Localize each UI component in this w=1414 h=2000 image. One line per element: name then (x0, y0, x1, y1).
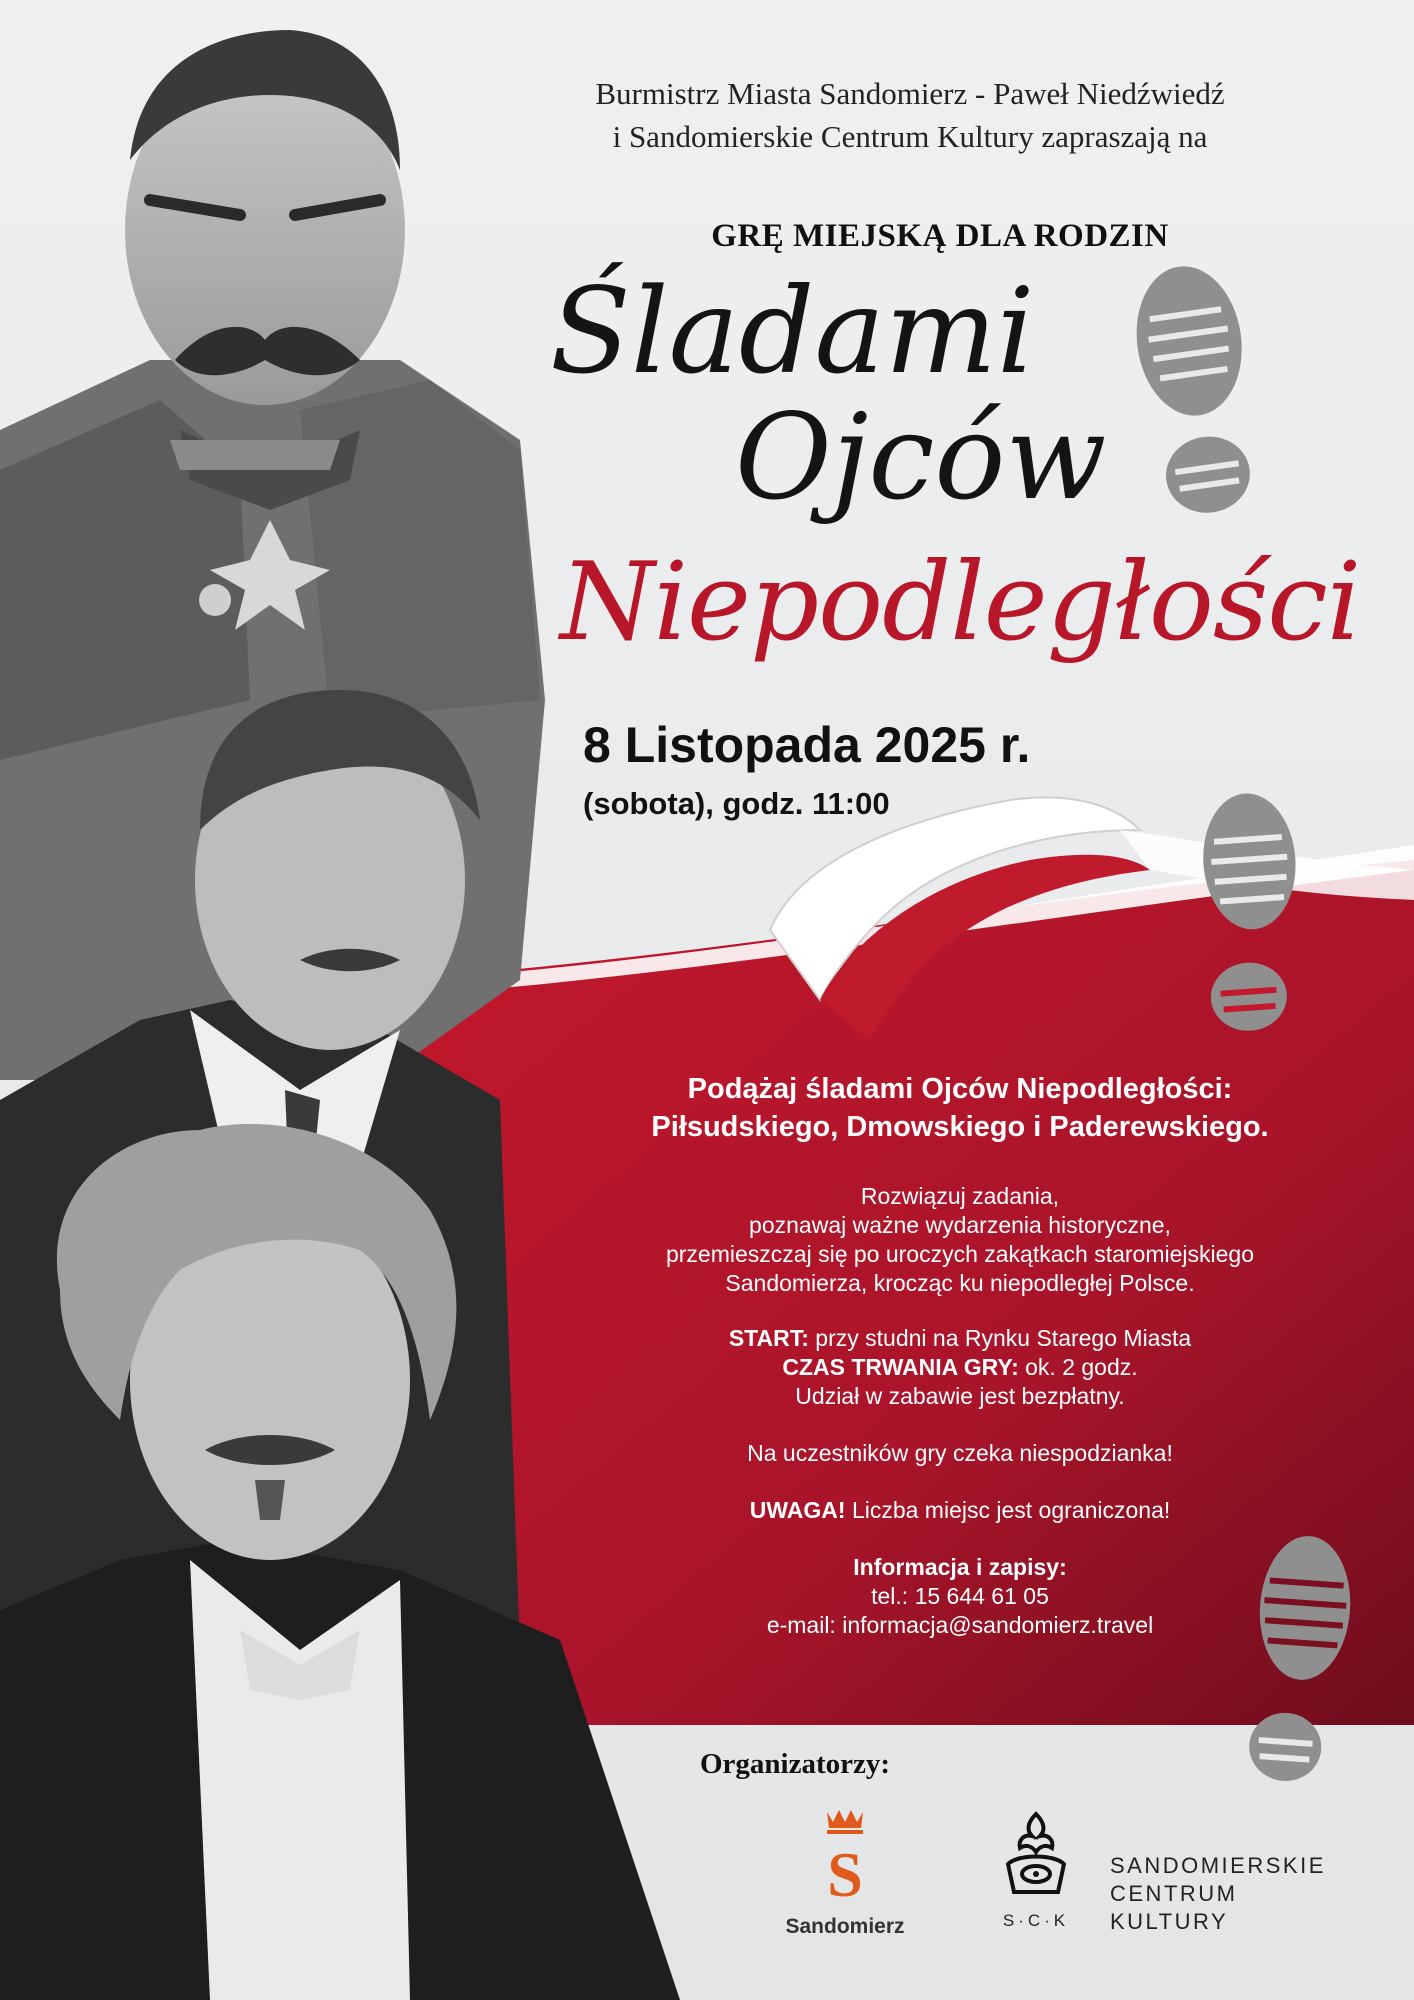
tasks-line-4: Sandomierza, krocząc ku niepodległej Polsce. (725, 1270, 1195, 1296)
subtitle: GRĘ MIEJSKĄ DLA RODZIN (711, 218, 1169, 254)
warning-value: Liczba miejsc jest ograniczona! (851, 1497, 1171, 1523)
lead-line-2: Piłsudskiego, Dmowskiego i Paderewskiego. (651, 1111, 1269, 1143)
duration-line (520, 1353, 1400, 1382)
sck-wordmark-line-1: SANDOMIERSKIE (1110, 1853, 1326, 1878)
organizers-label: Organizatorzy: (700, 1748, 891, 1780)
duration-label: CZAS TRWANIA GRY: (782, 1354, 1019, 1380)
tasks-paragraph (520, 1182, 1400, 1298)
start-label: START: (728, 1325, 809, 1351)
start-value: przy studni na Rynku Starego Miasta (815, 1325, 1192, 1351)
sandomierz-crest-icon (817, 1808, 873, 1909)
tasks-line-1: Rozwiązuj zadania, (860, 1183, 1060, 1209)
logo1-letter: S (827, 1839, 863, 1904)
sck-wordmark-line-2: CENTRUM (1110, 1881, 1238, 1906)
sandomierz-logo-label: Sandomierz (785, 1915, 905, 1938)
lead-text (520, 1070, 1400, 1146)
tasks-line-2: poznawaj ważne wydarzenia historyczne, (749, 1212, 1171, 1238)
warning-label: UWAGA! (749, 1497, 846, 1523)
email-address[interactable]: e-mail: informacja@sandomierz.travel (766, 1612, 1154, 1638)
logistics-paragraph (520, 1324, 1400, 1411)
surprise-text: Na uczestników gry czeka niespodzianka! (747, 1440, 1173, 1466)
sck-wordmark-line-3: KULTURY (1110, 1909, 1229, 1934)
free-entry: Udział w zabawie jest bezpłatny. (795, 1383, 1125, 1409)
sck-emblem-icon (996, 1808, 1076, 1904)
start-line (520, 1324, 1400, 1353)
duration-value: ok. 2 godz. (1025, 1354, 1138, 1380)
lead-line-1: Podążaj śladami Ojców Niepodległości: (687, 1073, 1233, 1105)
contact-block (520, 1553, 1400, 1640)
warning-line (520, 1496, 1400, 1525)
invitation-line-1: Burmistrz Miasta Sandomierz - Paweł Niedźwiedź (595, 76, 1225, 111)
event-date: 8 Listopada 2025 r. (583, 717, 1031, 773)
sck-wordmark (1110, 1852, 1326, 1936)
footprint-1 (1127, 259, 1265, 519)
sck-logo (988, 1808, 1084, 1931)
tasks-line-3: przemieszczaj się po uroczych zakątkach staromiejskiego (665, 1241, 1255, 1267)
title-line-2: Ojców (735, 388, 1107, 526)
sck-logo-label: S·C·K (1002, 1911, 1070, 1930)
event-details (520, 1070, 1400, 1640)
title-line-1: Śladami (550, 262, 1035, 400)
title-line-3: Niepodległości (560, 540, 1361, 665)
event-day-time: (sobota), godz. 11:00 (583, 786, 890, 821)
sandomierz-logo (775, 1808, 915, 1939)
invitation-line-2: i Sandomierskie Centrum Kultury zapraszają na (612, 119, 1208, 154)
phone-number[interactable]: tel.: 15 644 61 05 (871, 1583, 1049, 1609)
invitation (470, 72, 1350, 158)
info-label: Informacja i zapisy: (853, 1554, 1067, 1580)
